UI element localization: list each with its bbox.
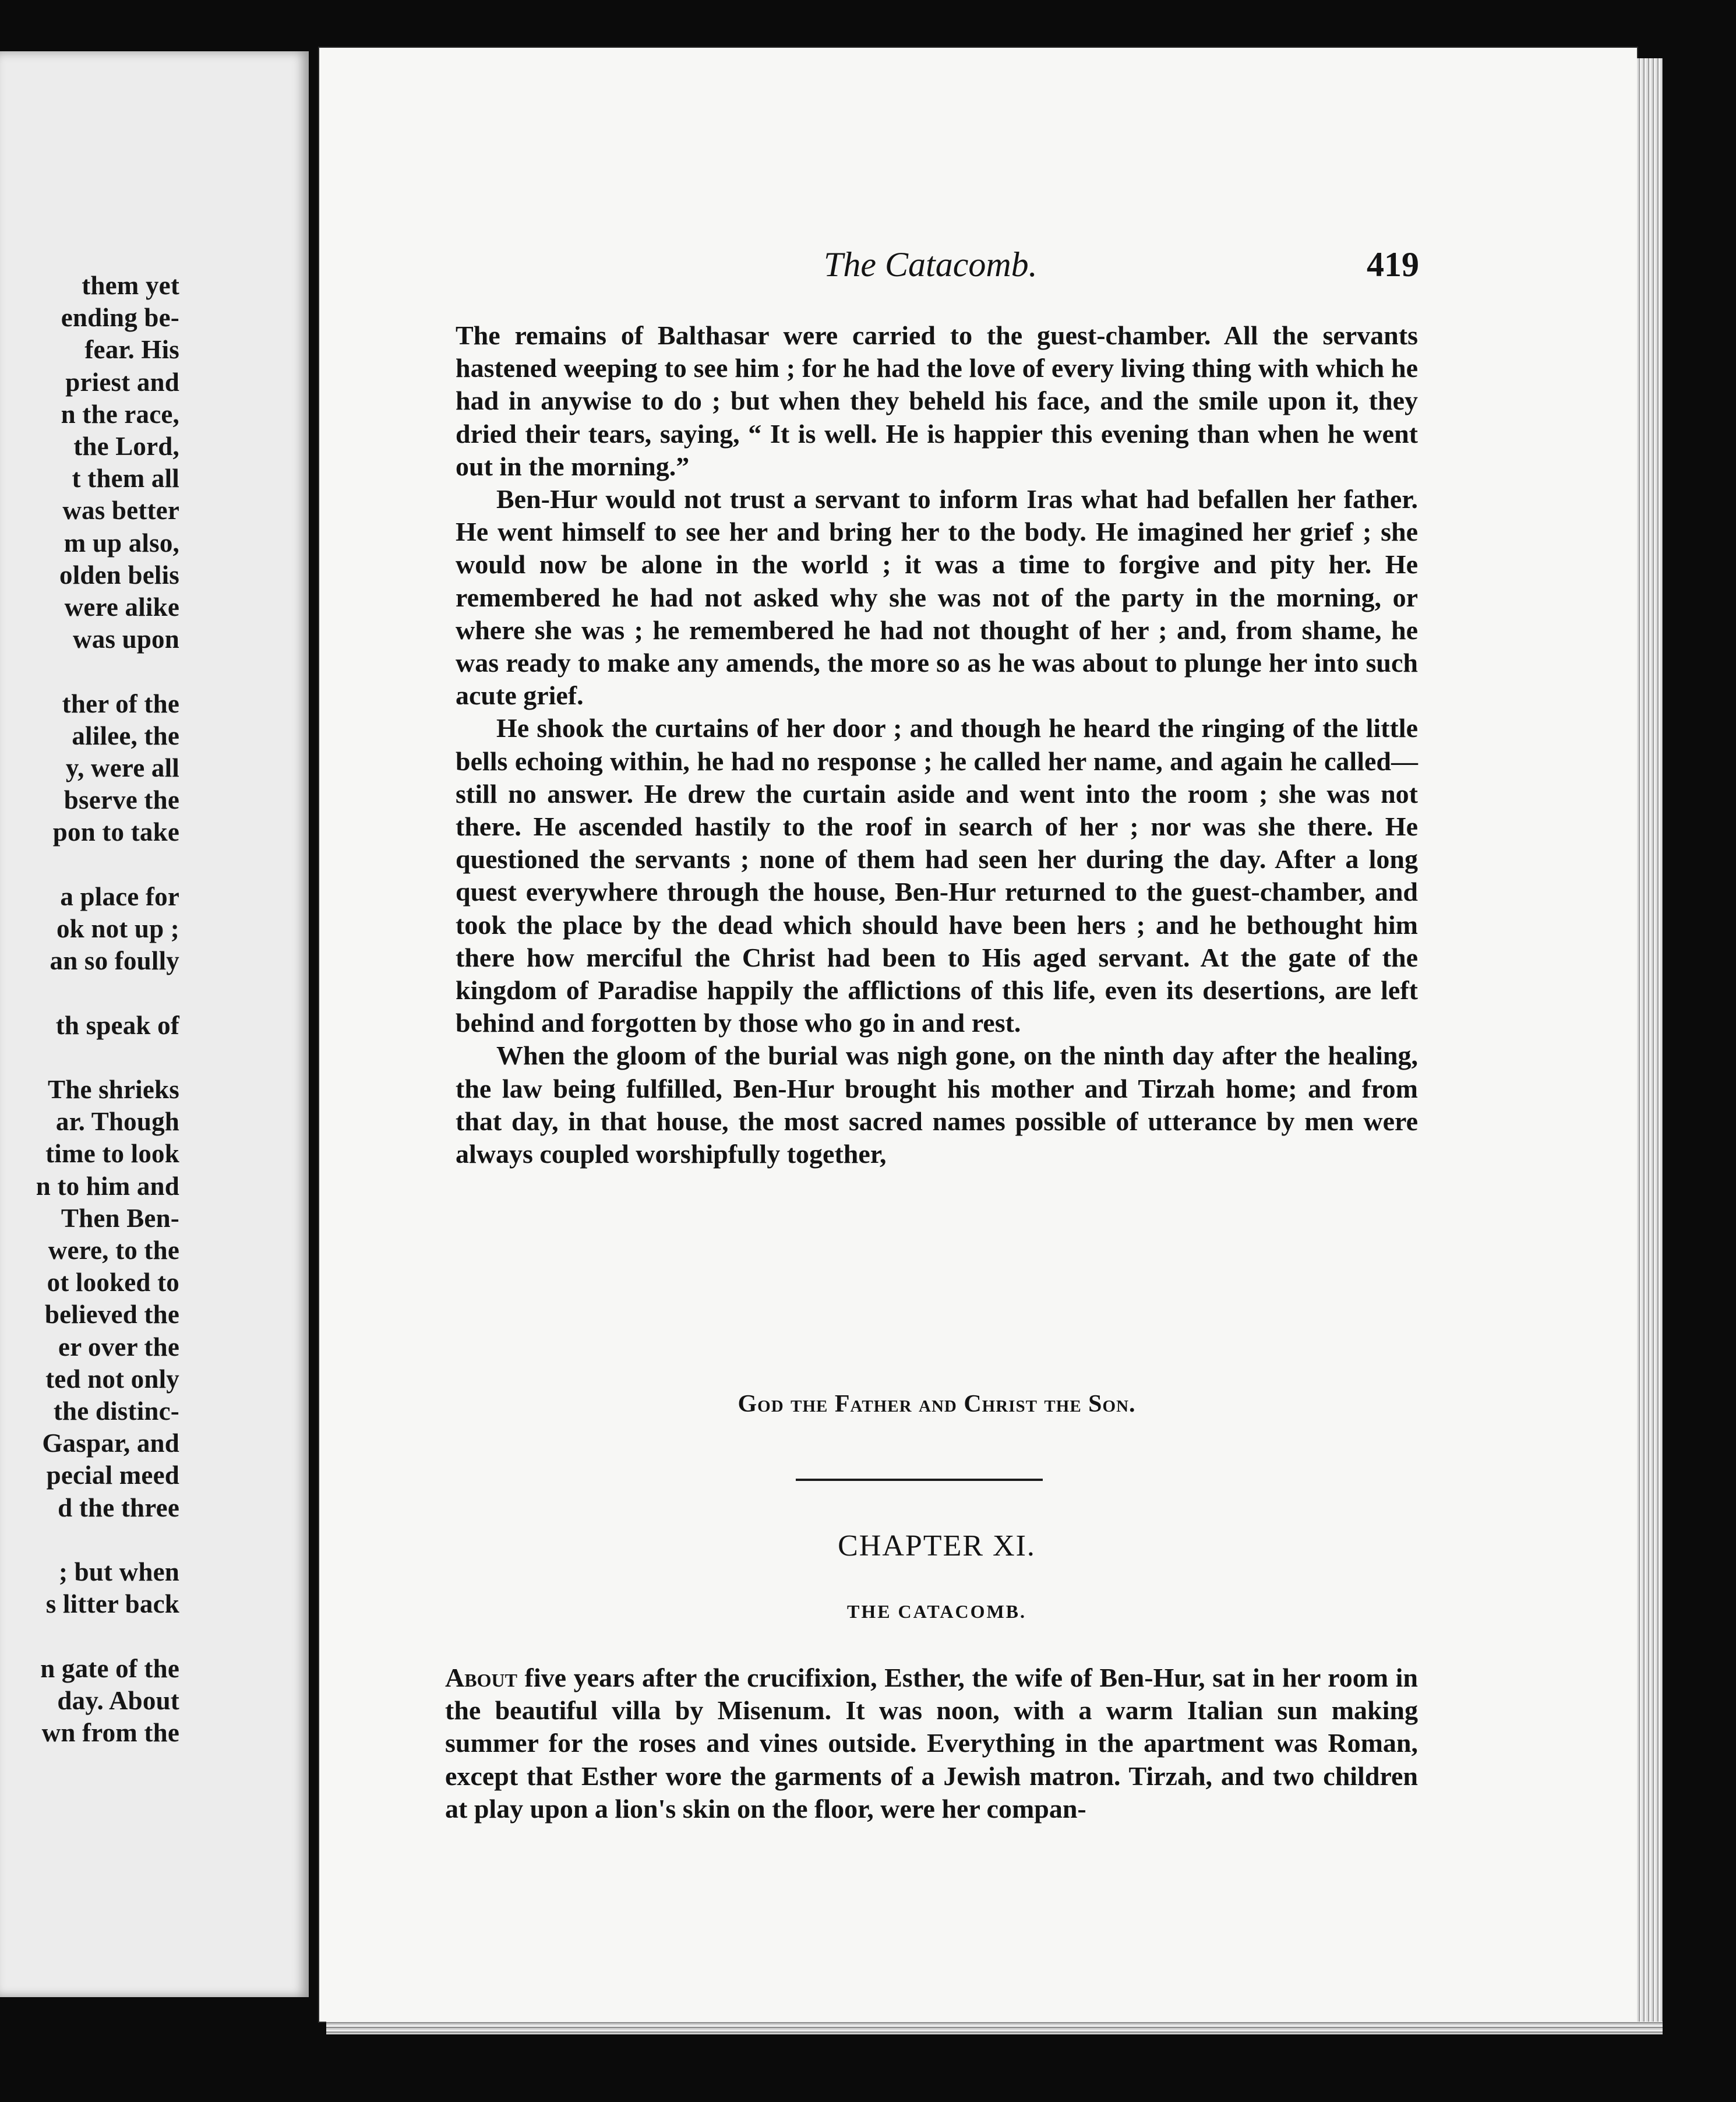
chapter-lead-word: About	[445, 1663, 517, 1692]
left-page-line: ted not only	[45, 1364, 179, 1394]
left-page-line: s litter back	[45, 1589, 179, 1619]
left-page-line: an so foully	[50, 946, 179, 976]
left-page-line: n gate of the	[40, 1653, 179, 1683]
left-page-line: ; but when	[58, 1557, 179, 1586]
paragraph-4: When the gloom of the burial was nigh gone, on the ninth day after the healing, the law being fulfilled, Ben-Hur brought his mother and Tirzah home; and from that day, in that house, the most sacred names possible of utterance by men were always coupled worshipfully together,	[456, 1041, 1418, 1169]
left-page-line: ar. Though	[55, 1107, 179, 1137]
left-page-line: pon to take	[52, 817, 179, 847]
section-rule	[796, 1479, 1043, 1481]
left-page-line: ending be-	[61, 303, 179, 333]
page-edges	[1637, 58, 1663, 2027]
page-edges-bottom	[326, 2022, 1663, 2034]
left-page-line: a place for	[60, 881, 179, 911]
left-page-line: believed the	[44, 1300, 179, 1329]
left-page-line: the Lord,	[73, 432, 179, 461]
left-page-line: n to him and	[36, 1171, 179, 1201]
left-page-line: n the race,	[61, 399, 179, 429]
left-page-line: y, were all	[65, 753, 179, 782]
dedication-line: God the Father and Christ the Son.	[738, 1391, 1136, 1417]
paragraph-3: He shook the curtains of her door ; and though he heard the ringing of the little bells echoing within, he had no response ; he called her name, and again he called—still no answer. He drew the curtain aside and went into the room ; she was not there. He ascended hastily to the roof in search of her ; nor was she there. He questioned the servants ; none of them had seen her during the day. After a long quest everywhere through the house, Ben-Hur returned to the guest-chamber, and took the place by the dead which should have been hers ; and he bethought him there how merciful the Christ had been to His aged servant. At the gate of the kingdom of Paradise happily the afflictions of this life, even its desertions, are left behind and forgotten by those who go in and rest.	[456, 713, 1418, 1038]
left-page-line: time to look	[45, 1139, 179, 1169]
left-page-line: wn from the	[41, 1718, 179, 1747]
left-page-line: priest and	[65, 367, 179, 397]
left-page-line: m up also,	[63, 528, 179, 558]
left-page-line: were, to the	[48, 1236, 179, 1265]
left-page-line: ther of the	[62, 689, 179, 718]
paragraph-2: Ben-Hur would not trust a servant to inform Iras what had befallen her father. He went himself to see her and bring her to the body. He imagined her grief ; she would now be alone in the world ; it was a time to forgive and pity her. He remembered he had not asked why she was not of the party in the morning, or where she was ; he remembered he had not thought of her ; and, from shame, he was ready to make any amends, the more so as he was about to plunge her into such acute grief.	[456, 484, 1418, 711]
chapter-heading: CHAPTER XI.	[838, 1529, 1036, 1563]
left-page-line: th speak of	[55, 1010, 179, 1040]
left-page-line: day. About	[57, 1685, 179, 1715]
running-title: The Catacomb.	[824, 245, 1038, 284]
chapter-subtitle: THE CATACOMB.	[846, 1601, 1027, 1622]
left-page-line: pecial meed	[46, 1461, 179, 1490]
left-page-line: was better	[62, 496, 179, 526]
chapter-paragraph-text: five years after the crucifixion, Esther, the wife of Ben-Hur, sat in her room in the beautiful villa by Misenum. It was noon, with a warm Italian sun making summer for the roses and vines outside. Everything in the apartment was Roman, except that Esther wore the garments of a Jewish matron. Tirzah, and two children at play upon a lion's skin on the floor, were her compan-	[445, 1663, 1418, 1824]
body-text	[456, 319, 1418, 1170]
left-page-line: olden belis	[59, 560, 179, 590]
left-page-line: Then Ben-	[61, 1203, 179, 1233]
chapter-opening	[445, 1662, 1418, 1825]
left-page-line: was upon	[73, 625, 179, 654]
left-page-line: The shrieks	[48, 1075, 179, 1104]
page-number: 419	[1367, 245, 1419, 284]
paragraph-1: The remains of Balthasar were carried to the guest-chamber. All the servants hastened weeping to see him ; for he had the love of every living thing with which he had in anywise to do ; but when they beheld his face, and the smile upon it, they dried their tears, saying, “ It is well. He is happier this evening than when he went out in the morning.”	[456, 320, 1418, 481]
left-page-line: Gaspar, and	[42, 1429, 179, 1458]
left-page-line: ot looked to	[47, 1268, 179, 1297]
left-page-line: alilee, the	[72, 721, 179, 750]
left-page-line: fear. His	[84, 335, 179, 365]
left-page-line: ok not up ;	[56, 914, 179, 943]
left-page-line: er over the	[58, 1332, 179, 1362]
left-page-line: t them all	[72, 464, 179, 493]
left-page-line: them yet	[82, 271, 179, 300]
left-page-line: d the three	[58, 1493, 179, 1522]
left-page-line: bserve the	[63, 785, 179, 815]
left-page-line: the distinc-	[53, 1396, 179, 1426]
chapter-paragraph	[445, 1662, 1418, 1825]
left-page-line: were alike	[64, 592, 179, 622]
left-page	[0, 51, 309, 1997]
